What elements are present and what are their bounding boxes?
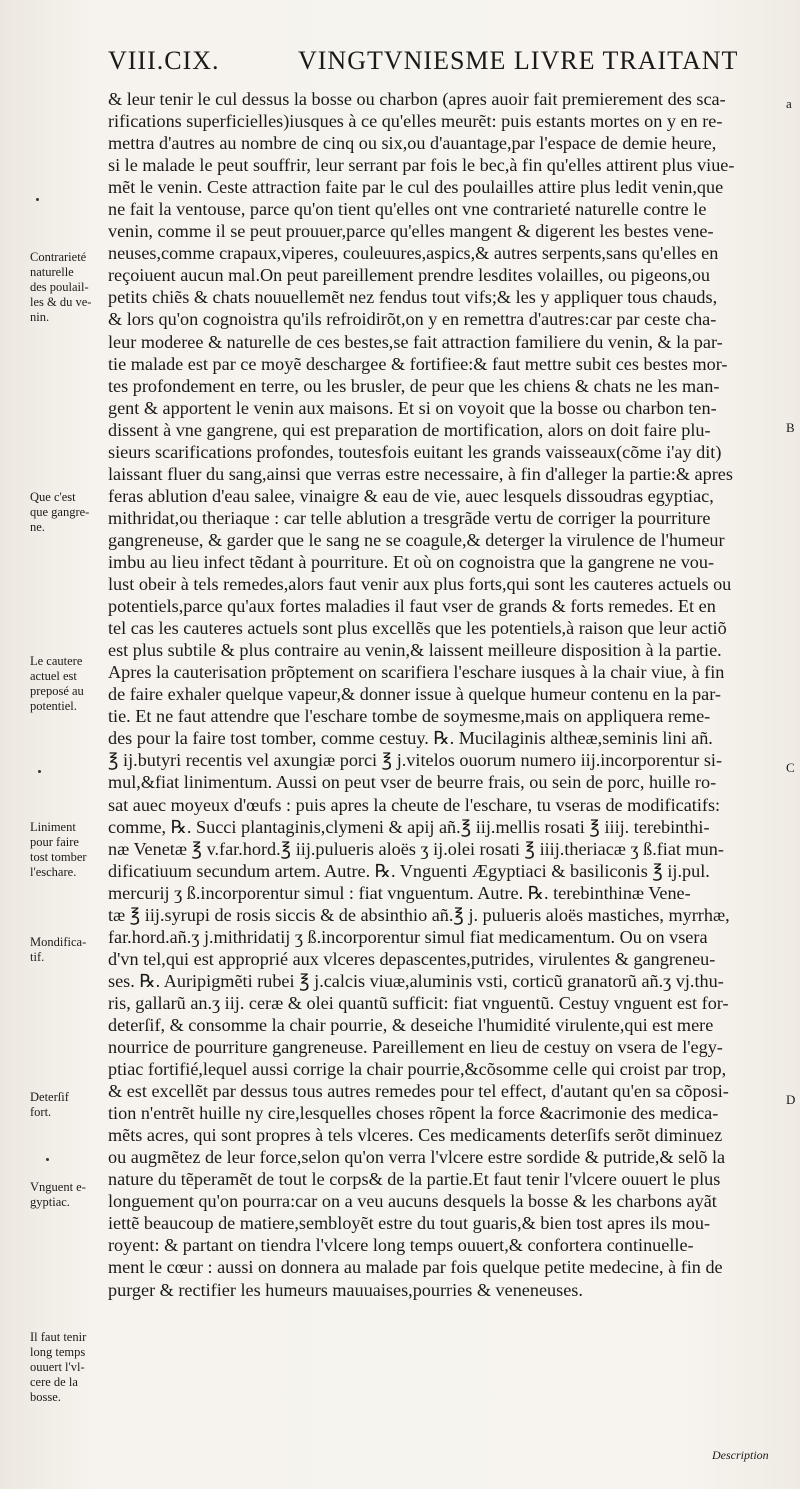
margin-note-line: Deterſif [30, 1090, 69, 1104]
text-line: royent: & partant on tiendra l'vlcere long temps ouuert,& confortera continuelle- [108, 1235, 694, 1256]
text-line: potentiels,parce qu'aux fortes maladies il faut vser de grands & forts remedes. Et en [108, 596, 716, 617]
text-line: ment le cœur : aussi on donnera au malade par fois quelque petite medecine, à fin de [108, 1257, 723, 1278]
text-line: & est excellẽt par dessus tous autres remedes pour tel effect, d'autant qu'en sa cõposi- [108, 1081, 729, 1102]
text-line: tæ ℥ iij.syrupi de rosis siccis & de absinthio añ.℥ j. pulueris aloës mastiches, myrrhæ, [108, 904, 730, 925]
text-line: laissant fluer du sang,ainsi que verras estre necessaire, à fin d'alleger la partie:& apres [108, 463, 733, 484]
text-line: mẽts acres, qui sont propres à tels vlceres. Ces medicaments deterſifs serõt diminuez [108, 1125, 723, 1146]
text-line: næ Venetæ ℥ v.far.hord.℥ iij.pulueris aloës ʒ ij.olei rosati ℥ iiij.theriacæ ʒ ß.fiat mun- [108, 838, 724, 859]
margin-note-line: Vnguent e- [30, 1180, 86, 1194]
margin-note-liniment [30, 820, 104, 880]
text-line: imbu au lieu infect tẽdant à pourriture. Et où on cognoistra que la gangrene ne vou- [108, 551, 715, 572]
text-line: de faire exhaler quelque vapeur,& donner issue à quelque humeur contenu en la par- [108, 684, 721, 705]
margin-note-line: fort. [30, 1105, 52, 1119]
text-line: ptiac fortifié,lequel aussi corrige la chair pourrie,&cõsomme celle qui croist par trop, [108, 1059, 727, 1080]
text-line: & lors qu'on cognoistra qu'ils refroidirõt,on y en remettra d'autres:car par ceste cha- [108, 309, 717, 330]
margin-note-line: tif. [30, 950, 45, 964]
text-line: des pour la faire tost tomber, comme cestuy. ℞. Mucilaginis altheæ,seminis lini añ. [108, 728, 713, 749]
text-line: iettẽ beaucoup de matiere,sembloyẽt estre du tout guaris,& bien tost apres ils mou- [108, 1213, 711, 1234]
text-line: mithridat,ou theriaque : car telle ablution a tresgrãde vertu de corriger la pourriture [108, 507, 711, 528]
side-letter-a: a [786, 96, 792, 111]
ink-speck [38, 770, 41, 773]
text-line: gent & apportent le venin aux maisons. Et si on voyoit que la bosse ou charbon ten- [108, 397, 717, 418]
margin-note-line: Contrarieté [30, 250, 87, 264]
ink-speck [46, 1158, 49, 1161]
margin-note-line: pour faire [30, 835, 79, 849]
margin-note-line: Il faut tenir [30, 1330, 87, 1344]
text-line: tes profondement en terre, ou les brusler, de peur que les chiens & chats ne les man- [108, 375, 720, 396]
margin-note-line: naturelle [30, 265, 74, 279]
margin-note-line: bosse. [30, 1390, 61, 1404]
ink-speck [36, 198, 39, 201]
margin-note-line: les & du ve- [30, 295, 92, 309]
margin-note-line: ne. [30, 520, 45, 534]
side-letter-d: D [786, 1092, 796, 1107]
text-line: longuement qu'on pourra:car on a veu aucuns desquels la bosse & les charbons ayãt [108, 1191, 717, 1212]
main-text-block [108, 88, 792, 1301]
catchword: Description [712, 1448, 769, 1462]
text-line: comme, ℞. Succi plantaginis,clymeni & apij añ.℥ iij.mellis rosati ℥ iiij. terebinthi- [108, 816, 710, 837]
text-line: deterſif, & consomme la chair pourrie, & deseiche l'humidité virulente,qui est mere [108, 1014, 714, 1035]
text-line: dissent à vne gangrene, qui est preparation de mortification, alors on doit faire plu- [108, 419, 711, 440]
margin-note-line: Que c'est [30, 490, 76, 504]
running-title: VINGTVNIESME LIVRE TRAITANT [298, 46, 739, 75]
running-head [108, 46, 798, 86]
text-line: ris, gallarũ an.ʒ iij. ceræ & olei quantũ sufficit: fiat vnguentũ. Cestuy vnguent est for- [108, 992, 729, 1013]
text-line: rifications superficielles)iusques à ce qu'elles meurẽt: puis estants mortes on y en re- [108, 111, 723, 132]
margin-note-line: Le cautere [30, 654, 83, 668]
margin-note-line: gyptiac. [30, 1195, 70, 1209]
margin-note-detersif [30, 1090, 104, 1120]
text-line: purger & rectifier les humeurs mauuaises,pourries & veneneuses. [108, 1279, 583, 1300]
text-line: dificatiuum secundum artem. Autre. ℞. Vnguenti Ægyptiaci & basiliconis ℥ ij.pul. [108, 860, 710, 881]
margin-note-line: que gangre- [30, 505, 90, 519]
text-line: Apres la cauterisation prõptement on scarifiera l'eschare iusques à la chair viue, à fin [108, 662, 725, 683]
text-line: mercurij ʒ ß.incorporentur simul : fiat vnguentum. Autre. ℞. terebinthinæ Vene- [108, 882, 691, 903]
margin-note-cautere [30, 654, 104, 714]
margin-note-line: potentiel. [30, 699, 77, 713]
margin-note-line: Mondifica- [30, 935, 87, 949]
margin-note-contrariete [30, 250, 104, 325]
text-line: venin, comme il se peut prouuer,parce qu'elles mangent & digerent les bestes vene- [108, 221, 714, 242]
text-line: d'vn tel,qui est approprié aux vlceres depascentes,putrides, virulentes & gangreneu- [108, 948, 716, 969]
margin-note-line: Liniment [30, 820, 76, 834]
text-line: ℥ ij.butyri recentis vel axungiæ porci ℥ j.vitelos ouorum numero iij.incorporentur si- [108, 750, 723, 771]
margin-note-line: preposé au [30, 684, 84, 698]
text-line: nourrice de pourriture gangreneuse. Pareillement en lieu de cestuy on vsera de l'egy- [108, 1037, 723, 1058]
margin-note-line: tost tomber [30, 850, 87, 864]
text-line: est plus subtile & plus contraire au venin,& laissent meilleure disposition à la partie. [108, 640, 722, 661]
margin-note-line: ouuert l'vl- [30, 1360, 85, 1374]
text-line: tion n'entrẽt huille ny cire,lesquelles choses rõpent la force &acrimonie des medica- [108, 1103, 719, 1124]
margin-note-line: cere de la [30, 1375, 78, 1389]
margin-note-line: des poulail- [30, 280, 89, 294]
margin-note-mondificatif [30, 935, 104, 965]
folio-number: VIII.CIX. [108, 46, 220, 75]
text-line: far.hord.añ.ʒ j.mithridatij ʒ ß.incorporentur simul fiat medicamentum. Ou on vsera [108, 926, 708, 947]
text-line: ses. ℞. Auripigmẽti rubei ℥ j.calcis viuæ,aluminis vsti, corticũ granatorũ añ.ʒ vj.thu- [108, 970, 724, 991]
side-letter-b: B [786, 420, 795, 435]
margin-note-line: nin. [30, 310, 50, 324]
margin-note-line: long temps [30, 1345, 86, 1359]
text-line: tie malade est par ce moyẽ deschargee & fortifiee:& faut mettre subit ces bestes mor- [108, 353, 728, 374]
text-line: tel cas les cauteres actuels sont plus excellẽs que les potentiels,à raison que leur actiõ [108, 618, 727, 639]
text-line: mettra d'autres au nombre de cinq ou six,ou d'auantage,par l'espace de demie heure, [108, 133, 717, 154]
text-line: gangreneuse, & garder que le sang ne se coagule,& deterger la virulence de l'humeur [108, 529, 725, 550]
text-line: ne fait la ventouse, parce qu'on tient qu'elles ont vne contrarieté naturelle contre le [108, 199, 707, 220]
text-line: lust obeir à tels remedes,alors faut venir aux plus forts,qui sont les cauteres actuels ou [108, 574, 732, 595]
side-letter-c: C [786, 760, 795, 775]
margin-note-gangrene [30, 490, 104, 535]
text-line: sat auec moyeux d'œufs : puis apres la cheute de l'eschare, tu vseras de modificatifs: [108, 794, 721, 815]
text-line: reçoiuent aucun mal.On peut pareillement prendre lesdites volailles, ou pigeons,ou [108, 265, 711, 286]
text-line: mul,&fiat linimentum. Aussi on peut vser de beurre frais, ou sein de porc, huille ro- [108, 772, 717, 793]
text-line: nature du tẽperamẽt de tout le corps& de la partie.Et faut tenir l'vlcere ouuert le plus [108, 1169, 721, 1190]
text-line: sieurs scarifications profondes, toutesfois euitant les grands vaisseaux(cõme i'ay dit) [108, 441, 722, 462]
text-line: neuses,comme crapaux,viperes, couleuures,aspics,& autres serpents,sans qu'elles en [108, 243, 719, 264]
margin-note-line: actuel est [30, 669, 77, 683]
text-line: tie. Et ne faut attendre que l'eschare tombe de soymesme,mais on appliquera reme- [108, 706, 711, 727]
text-line: leur moderee & naturelle de ces bestes,se fait attraction familiere du venin, & la par- [108, 331, 723, 352]
text-line: & leur tenir le cul dessus la bosse ou charbon (apres auoir fait premierement des sca- [108, 89, 726, 109]
margin-note-vnguent [30, 1180, 104, 1210]
text-line: mẽt le venin. Ceste attraction faite par le cul des poulailles attire plus ledit venin,que [108, 177, 724, 198]
margin-note-ulcere [30, 1330, 104, 1405]
margin-note-line: l'eschare. [30, 865, 77, 879]
text-line: si le malade le peut souffrir, leur serrant par fois le bec,à fin qu'elles attirent plus viue- [108, 155, 735, 176]
text-line: ou augmẽtez de leur force,selon qu'on verra l'vlcere estre sordide & putride,& selõ la [108, 1147, 726, 1168]
text-line: petits chiẽs & chats nouuellemẽt nez fendus tout vifs;& les y appliquer tous chauds, [108, 287, 718, 308]
text-line: feras ablution d'eau salee, vinaigre & eau de vie, auec lesquels dissoudras egyptiac, [108, 485, 714, 506]
